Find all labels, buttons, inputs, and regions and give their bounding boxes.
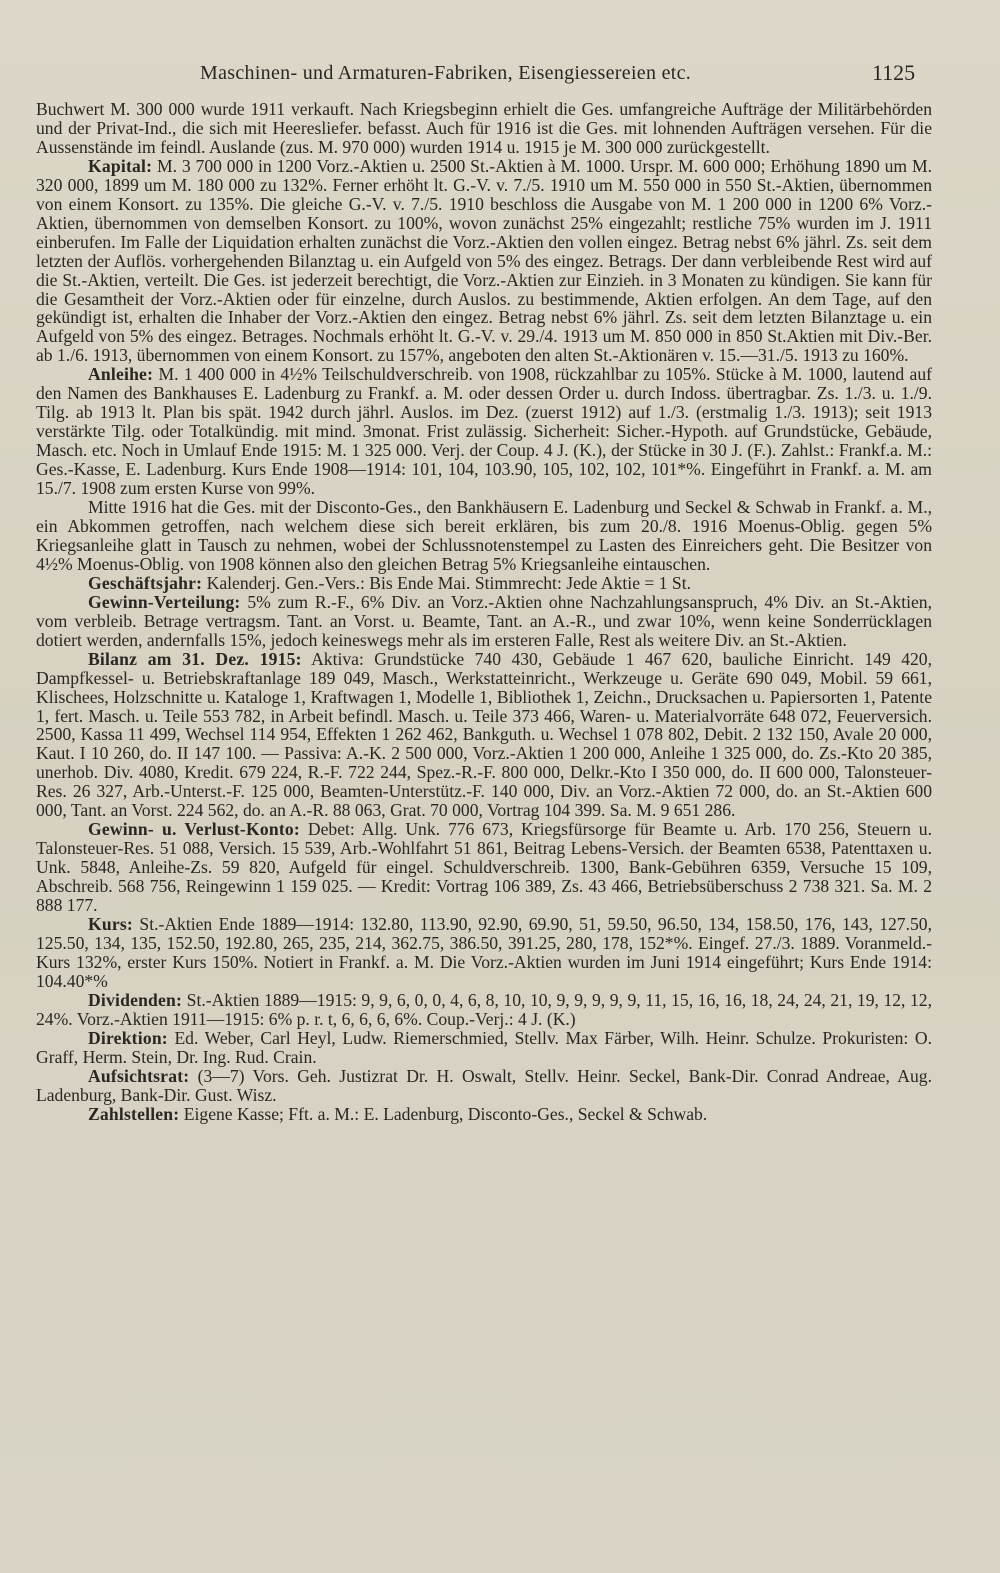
section-label: Gewinn- u. Verlust-Konto: bbox=[88, 819, 300, 840]
paragraph-text: Mitte 1916 hat die Ges. mit der Disconto-Ges., den Bankhäusern E. Ladenburg und Seckel & Schwab in Frankf. a. M., ein Abkommen getroffen, nach welchem diese sich bereit erklären, bis zum 20./8. 1916 Moenus-Oblig. gegen 5% Kriegsanleihe glatt in Tausch zu nehmen, wobei der Schlussnotenstempel zu Lasten des Einreichers geht. Die Besitzer von 4½% Moenus-Oblig. von 1908 können also den gleichen Betrag 5% Kriegsanleihe eintauschen. bbox=[36, 497, 932, 574]
paragraph-text: M. 1 400 000 in 4½% Teilschuldverschreib. von 1908, rückzahlbar zu 105%. Stücke à M. 1000, lautend auf den Namen des Bankhauses E. Ladenburg zu Frankf. a. M. oder dessen Order u. durch Indoss. übertragbar. Zs. 1./3. u. 1./9. Tilg. ab 1913 lt. Plan bis spät. 1942 durch jährl. Auslos. im Dez. (zuerst 1912) auf 1./3. (erstmalig 1./3. 1913); seit 1913 verstärkte Tilg. oder Totalkündig. mit mind. 3monat. Frist zulässig. Sicherheit: Sicher.-Hypoth. auf Grundstücke, Gebäude, Masch. etc. Noch in Umlauf Ende 1915: M. 1 325 000. Verj. der Coup. 4 J. (K.), der Stücke in 30 J. (F.). Zahlst.: Frankf.a. M.: Ges.-Kasse, E. Ladenburg. Kurs Ende 1908—1914: 101, 104, 103.90, 105, 102, 102, 101*%. Eingeführt in Frankf. a. M. am 15./7. 1908 zum ersten Kurse von 99%. bbox=[36, 364, 932, 499]
paragraph-text: 5% zum R.-F., 6% Div. an Vorz.-Aktien ohne Nachzahlungsanspruch, 4% Div. an St.-Aktien, vom verbleib. Betrage vertragsm. Tant. an Vorst. u. Beamte, Tant. an A.-R., und zwar 10%, wenn keine Sonderrücklagen dotiert werden, andernfalls 15%, jedoch keineswegs mehr als im ersteren Falle, Rest als weitere Div. an St.-Aktien. bbox=[36, 591, 932, 650]
section-label: Aufsichtsrat: bbox=[88, 1065, 190, 1086]
paragraph-direktion bbox=[36, 1029, 932, 1067]
paragraph-text: (3—7) Vors. Geh. Justizrat Dr. H. Oswalt, Stellv. Heinr. Seckel, Bank-Dir. Conrad Andreae, Aug. Ladenburg, Bank-Dir. Gust. Wisz. bbox=[36, 1065, 932, 1105]
paragraph-mitte-1916 bbox=[36, 498, 932, 574]
paragraph-intro bbox=[36, 100, 932, 157]
paragraph-kurs bbox=[36, 915, 932, 991]
paragraph-text: Debet: Allg. Unk. 776 673, Kriegsfürsorge für Beamte u. Arb. 170 256, Steuern u. Talonsteuer-Res. 51 088, Versich. 15 539, Arb.-Wohlfahrt 51 861, Beitrag Lebens-Versich. der Beamten 6538, Patenttaxen u. Unk. 5848, Anleihe-Zs. 59 820, Aufgeld für eingel. Schuldverschreib. 1300, Bank-Gebühren 6359, Versuche 15 109, Abschreib. 568 756, Reingewinn 1 159 025. — Kredit: Vortrag 106 389, Zs. 43 466, Betriebsüberschuss 2 738 321. Sa. M. 2 888 177. bbox=[36, 819, 932, 916]
paragraph-text: St.-Aktien Ende 1889—1914: 132.80, 113.90, 92.90, 69.90, 51, 59.50, 96.50, 134, 158.50, 176, 143, 127.50, 125.50, 134, 135, 152.50, 192.80, 265, 235, 214, 362.75, 386.50, 391.25, 280, 178, 152*%. Eingef. 27./3. 1889. Voranmeld.-Kurs 132%, erster Kurs 150%. Notiert in Frankf. a. M. Die Vorz.-Aktien wurden im Juni 1914 eingeführt; Kurs Ende 1914: 104.40*% bbox=[36, 913, 932, 991]
paragraph-text: Kalenderj. Gen.-Vers.: Bis Ende Mai. Stimmrecht: Jede Aktie = 1 St. bbox=[202, 572, 691, 593]
page-header bbox=[0, 62, 1000, 90]
paragraph-gewinn-verteilung bbox=[36, 593, 932, 650]
section-label: Gewinn-Verteilung: bbox=[88, 591, 241, 612]
section-label: Dividenden: bbox=[88, 989, 183, 1010]
paragraph-aufsichtsrat bbox=[36, 1067, 932, 1105]
paragraph-zahlstellen bbox=[36, 1105, 932, 1124]
section-label: Geschäftsjahr: bbox=[88, 572, 203, 593]
page-number: 1125 bbox=[872, 60, 916, 85]
paragraph-anleihe bbox=[36, 365, 932, 498]
paragraph-text: Eigene Kasse; Fft. a. M.: E. Ladenburg, Disconto-Ges., Seckel & Schwab. bbox=[179, 1103, 708, 1124]
section-label: Direktion: bbox=[88, 1027, 168, 1048]
section-label: Kurs: bbox=[88, 913, 133, 934]
paragraph-gewinn-verlust bbox=[36, 820, 932, 915]
document-body bbox=[36, 100, 932, 1123]
paragraph-text: Ed. Weber, Carl Heyl, Ludw. Riemerschmied, Stellv. Max Färber, Wilh. Heinr. Schulze. Prokuristen: O. Graff, Herm. Stein, Dr. Ing. Rud. Crain. bbox=[36, 1027, 932, 1067]
section-label: Zahlstellen: bbox=[88, 1103, 180, 1124]
paragraph-text: Aktiva: Grundstücke 740 430, Gebäude 1 467 620, bauliche Einricht. 149 420, Dampfkessel- u. Betriebskraftanlage 189 049, Masch., Werkstatteinricht., Werkzeuge u. Geräte 690 049, Mobil. 59 661, Klischees, Holzschnitte u. Kataloge 1, Kraftwagen 1, Modelle 1, Bibliothek 1, Zeichn., Drucksachen u. Papiersorten 1, Patente 1, fert. Masch. u. Teile 553 782, in Arbeit befindl. Masch. u. Teile 373 466, Waren- u. Materialvorräte 648 072, Feuerversich. 2500, Kassa 11 499, Wechsel 114 954, Effekten 1 262 462, Bankguth. u. Wechsel 1 078 802, Debit. 2 132 150, Avale 20 000, Kaut. I 10 260, do. II 147 100. — Passiva: A.-K. 2 500 000, Vorz.-Aktien 1 200 000, Anleihe 1 325 000, do. Zs.-Kto 20 385, unerhob. Div. 4080, Kredit. 679 224, R.-F. 722 244, Spez.-R.-F. 800 000, Delkr.-Kto I 350 000, do. II 600 000, Talonsteuer-Res. 26 327, Arb.-Unterst.-F. 125 000, Beamten-Unterstütz.-F. 140 000, Div. an Vorz.-Aktien 72 000, do. an St.-Aktien 600 000, Tant. an Vorst. 224 562, do. an A.-R. 88 063, Grat. 70 000, Vortrag 104 399. Sa. M. 9 651 286. bbox=[36, 648, 933, 821]
section-label: Anleihe: bbox=[88, 364, 154, 385]
paragraph-text: Buchwert M. 300 000 wurde 1911 verkauft. Nach Kriegsbeginn erhielt die Ges. umfangreiche Aufträge der Militärbehörden und der Privat-Ind., die sich mit Heeresliefer. befasst. Auch für 1916 ist die Ges. mit lohnenden Aufträgen versehen. Für die Aussenstände im feindl. Auslande (zus. M. 970 000) wurden 1914 u. 1915 je M. 300 000 zurückgestellt. bbox=[36, 99, 932, 157]
paragraph-dividenden bbox=[36, 991, 932, 1029]
paragraph-geschaeftsjahr bbox=[36, 574, 932, 593]
running-head: Maschinen- und Armaturen-Fabriken, Eisengiessereien etc. bbox=[200, 62, 692, 84]
section-label: Kapital: bbox=[88, 155, 153, 176]
paragraph-bilanz bbox=[36, 650, 932, 821]
paragraph-kapital bbox=[36, 157, 932, 365]
paragraph-text: M. 3 700 000 in 1200 Vorz.-Aktien u. 2500 St.-Aktien à M. 1000. Urspr. M. 600 000; Erhöhung 1890 um M. 320 000, 1899 um M. 180 000 zu 132%. Ferner erhöht lt. G.-V. v. 7./5. 1910 um M. 550 000 in 550 St.-Aktien, übernommen von einem Konsort. zu 135%. Die gleiche G.-V. v. 7./5. 1910 beschloss die Ausgabe von M. 1 200 000 in 1200 6% Vorz.-Aktien, übernommen von demselben Konsort. zu 100%, wovon zunächst 25% eingezahlt; restliche 75% wurden im J. 1911 einberufen. Im Falle der Liquidation erhalten zunächst die Vorz.-Aktien den vollen eingez. Betrag nebst 6% jährl. Zs. seit dem letzten der Auflös. vorhergehenden Bilanztag u. ein Aufgeld von 5% des eingez. Betrags. Der dann verbleibende Rest wird auf die St.-Aktien, verteilt. Die Ges. ist jederzeit berechtigt, die Vorz.-Aktien zur Einzieh. in 3 Monaten zu kündigen. Sie kann für die Gesamtheit der Vorz.-Aktien oder für einzelne, durch Auslos. zu bestimmende, Aktien erfolgen. An dem Tage, auf den gekündigt ist, erhalten die Inhaber der Vorz.-Aktien den eingez. Betrag nebst 6% jährl. Zs. seit dem letzten Bilanztage u. ein Aufgeld von 5% des eingez. Betrages. Nochmals erhöht lt. G.-V. v. 29./4. 1913 um M. 850 000 in 850 St.Aktien mit Div.-Ber. ab 1./6. 1913, übernommen von einem Konsort. zu 157%, angeboten den alten St.-Aktionären v. 15.—31./5. 1913 zu 160%. bbox=[36, 155, 932, 366]
paragraph-text: St.-Aktien 1889—1915: 9, 9, 6, 0, 0, 4, 6, 8, 10, 10, 9, 9, 9, 9, 9, 11, 15, 16, 16, 18, 24, 24, 21, 19, 12, 12, 24%. Vorz.-Aktien 1911—1915: 6% p. r. t, 6, 6, 6, 6%. Coup.-Verj.: 4 J. (K.) bbox=[36, 989, 932, 1029]
section-label: Bilanz am 31. Dez. 1915: bbox=[88, 648, 302, 669]
